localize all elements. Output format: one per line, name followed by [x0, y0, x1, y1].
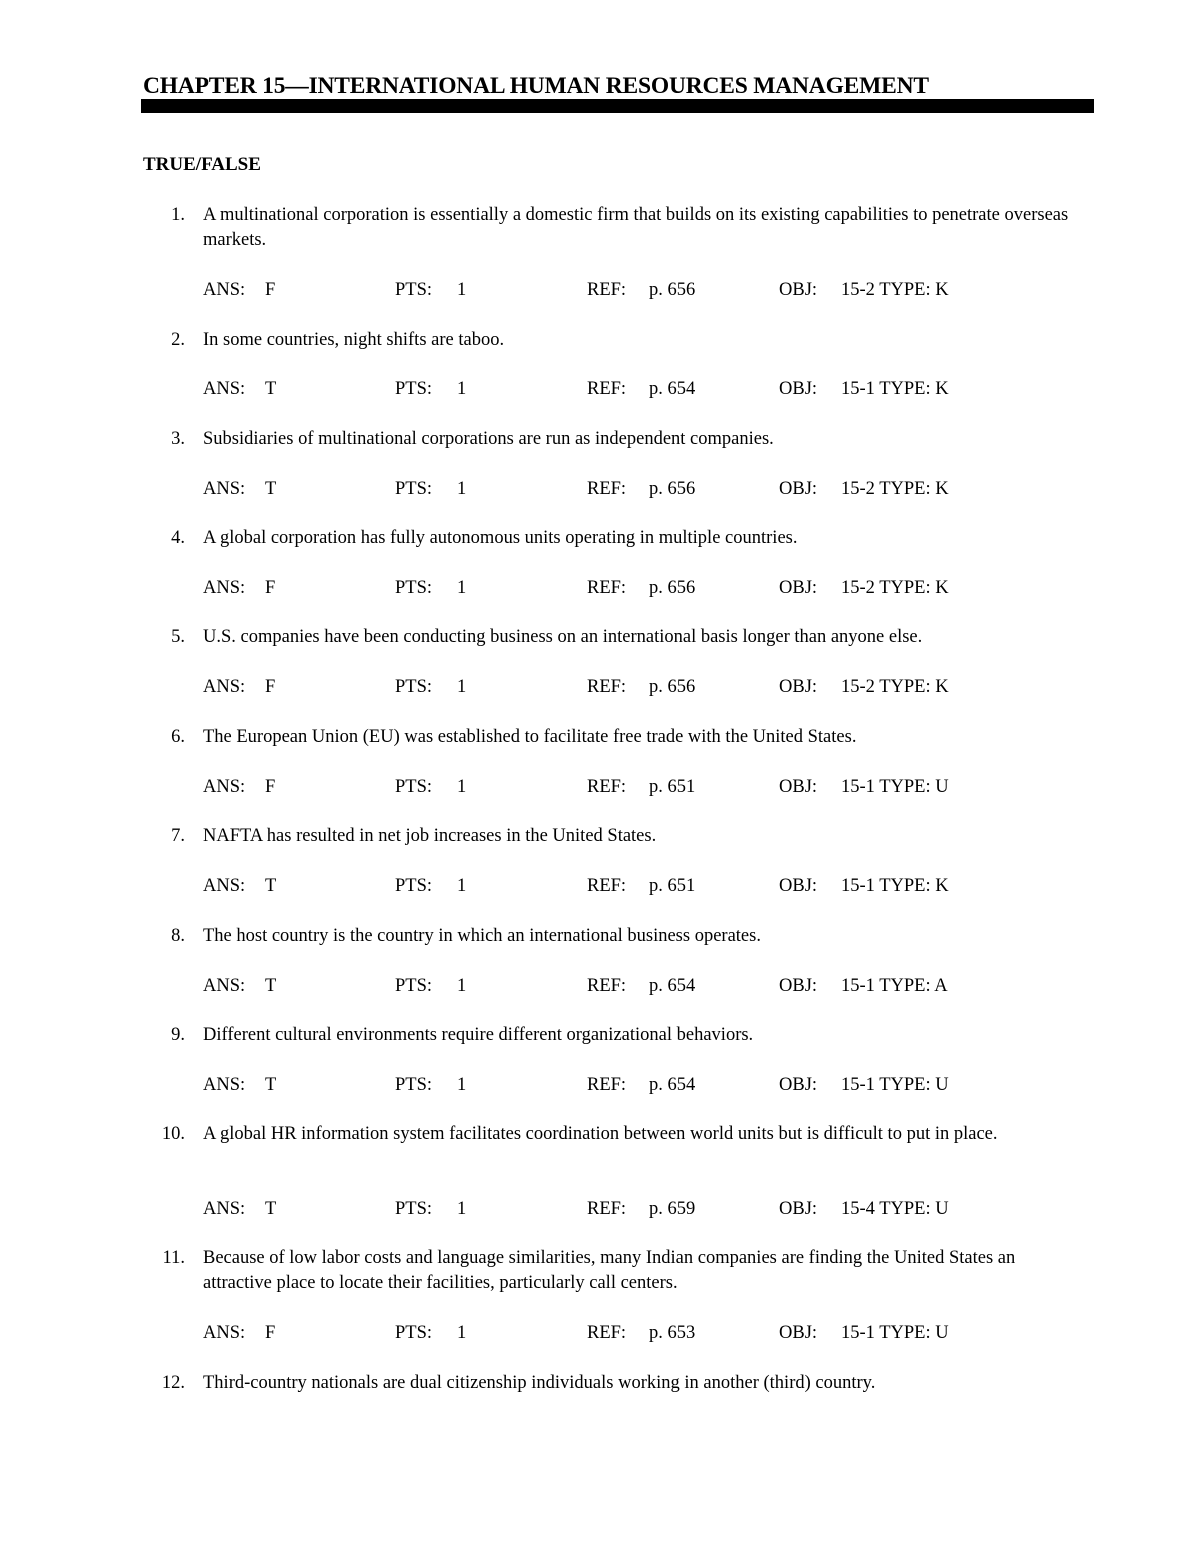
obj-value: 15-1 TYPE: K: [841, 379, 949, 399]
pts-value: 1: [457, 280, 467, 300]
ref-label: REF:: [587, 1199, 627, 1219]
question-text: In some countries, night shifts are taboo.: [203, 330, 505, 350]
answer-row-5: [0, 675, 1200, 700]
ref-value: p. 656: [649, 578, 696, 598]
answer-row-6: [0, 775, 1200, 800]
pts-label: PTS:: [395, 1323, 433, 1343]
pts-value: 1: [457, 777, 467, 797]
ref-label: REF:: [587, 677, 627, 697]
question-number: 9.: [171, 1025, 185, 1045]
answer-row-4: [0, 576, 1200, 601]
question-number: 4.: [171, 528, 185, 548]
ans-label: ANS:: [203, 379, 246, 399]
obj-value: 15-1 TYPE: U: [841, 1323, 949, 1343]
ref-value: p. 651: [649, 876, 696, 896]
obj-label: OBJ:: [779, 578, 818, 598]
question-number: 12.: [161, 1373, 185, 1393]
ref-label: REF:: [587, 578, 627, 598]
answer-row-10: [0, 1197, 1200, 1222]
ref-value: p. 653: [649, 1323, 696, 1343]
obj-value: 15-4 TYPE: U: [841, 1199, 949, 1219]
question-number: 7.: [171, 826, 185, 846]
question-number: 2.: [171, 330, 185, 350]
obj-value: 15-1 TYPE: K: [841, 876, 949, 896]
ref-label: REF:: [587, 1323, 627, 1343]
ans-value: T: [265, 379, 277, 399]
answer-row-1: [0, 278, 1200, 303]
question-text: A global corporation has fully autonomous units operating in multiple countries.: [203, 528, 798, 548]
obj-label: OBJ:: [779, 1199, 818, 1219]
ans-value: F: [265, 578, 276, 598]
question-number: 10.: [161, 1124, 185, 1144]
question-text: A global HR information system facilitates coordination between world units but is difficult to put in place.: [203, 1124, 998, 1144]
obj-value: 15-1 TYPE: A: [841, 976, 948, 996]
question-text: NAFTA has resulted in net job increases in the United States.: [203, 826, 657, 846]
answer-row-3: [0, 477, 1200, 502]
pts-label: PTS:: [395, 578, 433, 598]
chapter-title: CHAPTER 15—INTERNATIONAL HUMAN RESOURCES MANAGEMENT: [143, 73, 929, 99]
obj-label: OBJ:: [779, 479, 818, 499]
question-text: Because of low labor costs and language similarities, many Indian companies are finding the United States an attractive place to locate their facilities, particularly call centers.: [203, 1248, 1016, 1293]
answer-row-8: [0, 974, 1200, 999]
question-text: The host country is the country in which an international business operates.: [203, 926, 761, 946]
pts-label: PTS:: [395, 777, 433, 797]
ans-label: ANS:: [203, 1199, 246, 1219]
answer-row-2: [0, 377, 1200, 402]
ref-value: p. 651: [649, 777, 696, 797]
ref-value: p. 656: [649, 677, 696, 697]
obj-label: OBJ:: [779, 280, 818, 300]
ans-value: F: [265, 677, 276, 697]
pts-label: PTS:: [395, 1199, 433, 1219]
pts-value: 1: [457, 578, 467, 598]
pts-label: PTS:: [395, 876, 433, 896]
pts-value: 1: [457, 876, 467, 896]
ans-value: F: [265, 1323, 276, 1343]
ref-label: REF:: [587, 777, 627, 797]
question-number: 6.: [171, 727, 185, 747]
obj-label: OBJ:: [779, 379, 818, 399]
question-text: U.S. companies have been conducting business on an international basis longer than anyone else.: [203, 627, 923, 647]
pts-label: PTS:: [395, 1075, 433, 1095]
pts-value: 1: [457, 1323, 467, 1343]
ans-label: ANS:: [203, 280, 246, 300]
pts-value: 1: [457, 1199, 467, 1219]
question-text: Third-country nationals are dual citizenship individuals working in another (third) country.: [203, 1373, 876, 1393]
ans-value: T: [265, 1075, 277, 1095]
ref-value: p. 654: [649, 379, 696, 399]
ref-label: REF:: [587, 976, 627, 996]
question-number: 5.: [171, 627, 185, 647]
obj-value: 15-2 TYPE: K: [841, 578, 949, 598]
question-text: A multinational corporation is essentially a domestic firm that builds on its existing capabilities to penetrate overseas markets.: [203, 205, 1069, 250]
question-text: The European Union (EU) was established to facilitate free trade with the United States.: [203, 727, 857, 747]
ans-label: ANS:: [203, 876, 246, 896]
obj-value: 15-1 TYPE: U: [841, 777, 949, 797]
question-number: 1.: [171, 205, 185, 225]
ans-label: ANS:: [203, 1323, 246, 1343]
obj-value: 15-1 TYPE: U: [841, 1075, 949, 1095]
pts-value: 1: [457, 379, 467, 399]
pts-label: PTS:: [395, 479, 433, 499]
ans-label: ANS:: [203, 777, 246, 797]
obj-label: OBJ:: [779, 1075, 818, 1095]
ref-label: REF:: [587, 280, 627, 300]
ans-value: T: [265, 876, 277, 896]
obj-label: OBJ:: [779, 876, 818, 896]
ans-label: ANS:: [203, 1075, 246, 1095]
question-text: Subsidiaries of multinational corporations are run as independent companies.: [203, 429, 774, 449]
ans-value: T: [265, 479, 277, 499]
pts-label: PTS:: [395, 976, 433, 996]
ans-value: F: [265, 777, 276, 797]
ans-label: ANS:: [203, 976, 246, 996]
pts-value: 1: [457, 479, 467, 499]
question-number: 11.: [162, 1248, 185, 1268]
ref-label: REF:: [587, 876, 627, 896]
pts-value: 1: [457, 976, 467, 996]
obj-label: OBJ:: [779, 777, 818, 797]
answer-row-9: [0, 1073, 1200, 1098]
ref-value: p. 656: [649, 280, 696, 300]
obj-label: OBJ:: [779, 976, 818, 996]
pts-label: PTS:: [395, 677, 433, 697]
pts-value: 1: [457, 1075, 467, 1095]
ans-value: T: [265, 1199, 277, 1219]
ref-value: p. 654: [649, 1075, 696, 1095]
obj-value: 15-2 TYPE: K: [841, 479, 949, 499]
ans-label: ANS:: [203, 578, 246, 598]
ans-value: F: [265, 280, 276, 300]
obj-value: 15-2 TYPE: K: [841, 677, 949, 697]
answer-row-11: [0, 1321, 1200, 1346]
ref-label: REF:: [587, 1075, 627, 1095]
title-rule: [141, 99, 1094, 113]
ref-label: REF:: [587, 479, 627, 499]
question-number: 3.: [171, 429, 185, 449]
ref-value: p. 656: [649, 479, 696, 499]
obj-value: 15-2 TYPE: K: [841, 280, 949, 300]
obj-label: OBJ:: [779, 677, 818, 697]
ref-label: REF:: [587, 379, 627, 399]
ref-value: p. 659: [649, 1199, 696, 1219]
ref-value: p. 654: [649, 976, 696, 996]
pts-value: 1: [457, 677, 467, 697]
pts-label: PTS:: [395, 280, 433, 300]
question-number: 8.: [171, 926, 185, 946]
obj-label: OBJ:: [779, 1323, 818, 1343]
pts-label: PTS:: [395, 379, 433, 399]
answer-row-7: [0, 874, 1200, 899]
ans-label: ANS:: [203, 677, 246, 697]
ans-label: ANS:: [203, 479, 246, 499]
section-heading: TRUE/FALSE: [143, 154, 261, 175]
ans-value: T: [265, 976, 277, 996]
question-text: Different cultural environments require different organizational behaviors.: [203, 1025, 754, 1045]
